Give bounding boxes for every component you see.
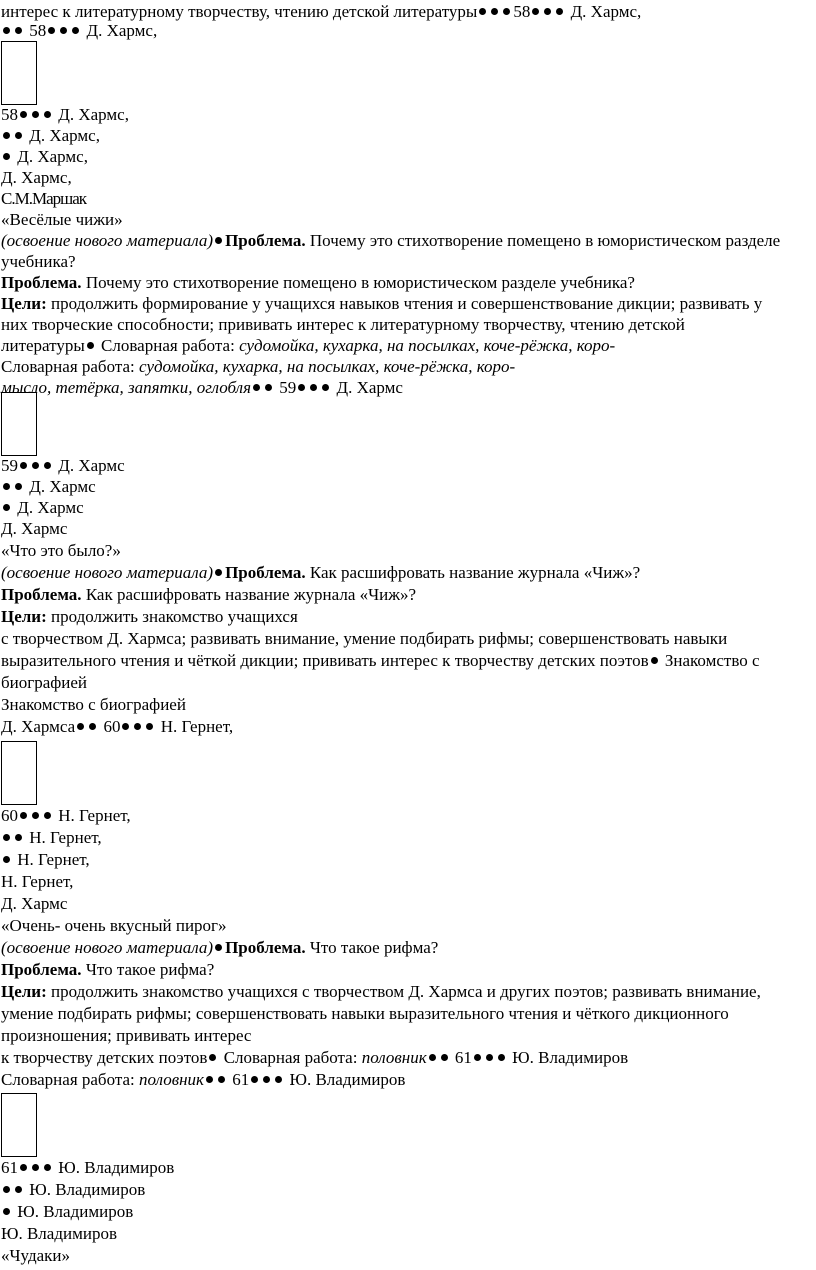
text-line: (освоение нового материала) Проблема. Что такое рифма? — [1, 938, 439, 957]
text-line: (освоение нового материала) Проблема. Как расшифровать название журнала «Чиж»? — [1, 563, 641, 582]
bullet-icon — [218, 1076, 225, 1083]
bullet-icon — [20, 1164, 27, 1171]
bullet-icon — [556, 8, 563, 15]
bullet-icon — [3, 27, 10, 34]
bullet-icon — [32, 1164, 39, 1171]
text-line: Д. Хармс, — [1, 125, 100, 147]
bullet-icon — [3, 153, 10, 160]
bullet-icon — [89, 723, 96, 730]
bullet-icon — [77, 723, 84, 730]
bullet-icon — [87, 342, 94, 349]
text-line: Д. Хармс, — [1, 146, 88, 168]
bullet-icon — [3, 834, 10, 841]
text-line: Д. Хармса 60 Н. Гернет, — [1, 717, 234, 736]
text-line: Ю. Владимиров — [1, 1201, 133, 1223]
text-line: Проблема. Как расшифровать название журнала «Чиж»? — [1, 585, 417, 604]
image-placeholder — [1, 41, 37, 105]
bullet-icon — [441, 1054, 448, 1061]
bullet-icon — [72, 27, 79, 34]
text-line: Н. Гернет, — [1, 827, 102, 849]
bullet-icon — [15, 483, 22, 490]
bullet-icon — [20, 812, 27, 819]
text-line: них творческие способности; прививать интерес к литературному творчеству, чтению детской — [1, 315, 685, 334]
bullet-icon — [15, 27, 22, 34]
text-line: 58 Д. Хармс, — [1, 20, 157, 42]
bullet-icon — [253, 384, 260, 391]
bullet-icon — [429, 1054, 436, 1061]
text-line: «Очень- очень вкусный пирог» — [1, 916, 227, 935]
bullet-icon — [544, 8, 551, 15]
bullet-icon — [298, 384, 305, 391]
image-placeholder — [1, 1093, 37, 1157]
bullet-icon — [32, 812, 39, 819]
bullet-icon — [15, 132, 22, 139]
bullet-icon — [310, 384, 317, 391]
text-line: умение подбирать рифмы; совершенствовать навыки выразительного чтения и чёткого дикционного — [1, 1004, 729, 1023]
bullet-icon — [503, 8, 510, 15]
text-line: 60 Н. Гернет, — [1, 806, 131, 825]
text-line: к творчеству детских поэтов Словарная работа: половник 61 Ю. Владимиров — [1, 1048, 629, 1067]
text-line: «Чудаки» — [1, 1246, 71, 1265]
bullet-icon — [60, 27, 67, 34]
bullet-icon — [263, 1076, 270, 1083]
text-line: Цели: продолжить формирование у учащихся навыков чтения и совершенствование дикции; развивать у — [1, 294, 763, 313]
bullet-icon — [275, 1076, 282, 1083]
text-line: 58 Д. Хармс, — [1, 105, 129, 124]
text-line: мысло, тетёрка, запятки, оглобля 59 Д. Хармс — [1, 378, 403, 397]
text-line: учебника? — [1, 252, 76, 271]
bullet-icon — [215, 944, 222, 951]
text-line: Словарная работа: половник 61 Ю. Владимиров — [1, 1070, 406, 1089]
bullet-icon — [44, 111, 51, 118]
bullet-icon — [491, 8, 498, 15]
bullet-icon — [48, 27, 55, 34]
bullet-icon — [3, 504, 10, 511]
text-line: Д. Хармс — [1, 894, 68, 913]
text-line: 59 Д. Хармс — [1, 456, 125, 475]
bullet-icon — [498, 1054, 505, 1061]
bullet-icon — [206, 1076, 213, 1083]
text-line: (освоение нового материала) Проблема. Почему это стихотворение помещено в юмористическом разделе — [1, 231, 781, 250]
bullet-icon — [651, 657, 658, 664]
bullet-icon — [122, 723, 129, 730]
image-placeholder — [1, 741, 37, 805]
text-line: Проблема. Что такое рифма? — [1, 960, 215, 979]
bullet-icon — [3, 483, 10, 490]
bullet-icon — [3, 1186, 10, 1193]
text-line: Цели: продолжить знакомство учащихся с творчеством Д. Хармса и других поэтов; развивать внимание, — [1, 982, 761, 1001]
image-placeholder — [1, 392, 37, 456]
text-line: Знакомство с биографией — [1, 695, 186, 714]
bullet-icon — [134, 723, 141, 730]
bullet-icon — [251, 1076, 258, 1083]
bullet-icon — [532, 8, 539, 15]
bullet-icon — [474, 1054, 481, 1061]
bullet-icon — [209, 1054, 216, 1061]
text-line: выразительного чтения и чёткой дикции; прививать интерес к творчеству детских поэтов Знакомство с — [1, 651, 760, 670]
text-line: Д. Хармс — [1, 497, 84, 519]
text-line: с творчеством Д. Хармса; развивать внимание, умение подбирать рифмы; совершенствовать навыки — [1, 629, 728, 648]
text-line: Проблема. Почему это стихотворение помещено в юмористическом разделе учебника? — [1, 273, 635, 292]
bullet-icon — [215, 237, 222, 244]
bullet-icon — [486, 1054, 493, 1061]
bullet-icon — [20, 111, 27, 118]
text-line: Ю. Владимиров — [1, 1224, 117, 1243]
bullet-icon — [265, 384, 272, 391]
bullet-icon — [3, 856, 10, 863]
text-line: биографией — [1, 673, 88, 692]
text-line: «Весёлые чижи» — [1, 210, 123, 229]
bullet-icon — [32, 462, 39, 469]
text-line: Д. Хармс — [1, 476, 96, 498]
bullet-icon — [15, 834, 22, 841]
text-line: литературы Словарная работа: судомойка, кухарка, на посылках, коче-рёжка, коро- — [1, 336, 616, 355]
bullet-icon — [44, 1164, 51, 1171]
text-line: Н. Гернет, — [1, 872, 74, 891]
bullet-icon — [3, 132, 10, 139]
text-line: Н. Гернет, — [1, 849, 90, 871]
text-line: С.М.Маршак — [1, 189, 87, 208]
bullet-icon — [215, 569, 222, 576]
text-line: интерес к литературному творчеству, чтению детской литературы 58 Д. Хармс, — [1, 2, 642, 21]
bullet-icon — [44, 812, 51, 819]
bullet-icon — [44, 462, 51, 469]
bullet-icon — [479, 8, 486, 15]
text-line: Цели: продолжить знакомство учащихся — [1, 607, 298, 626]
text-line: 61 Ю. Владимиров — [1, 1158, 175, 1177]
bullet-icon — [32, 111, 39, 118]
text-line: произношения; прививать интерес — [1, 1026, 252, 1045]
bullet-icon — [146, 723, 153, 730]
text-line: Д. Хармс — [1, 519, 68, 538]
bullet-icon — [3, 1208, 10, 1215]
text-line: Словарная работа: судомойка, кухарка, на посылках, коче-рёжка, коро- — [1, 357, 516, 376]
bullet-icon — [322, 384, 329, 391]
bullet-icon — [15, 1186, 22, 1193]
bullet-icon — [20, 462, 27, 469]
text-line: «Что это было?» — [1, 541, 121, 560]
text-line: Д. Хармс, — [1, 168, 72, 187]
text-line: Ю. Владимиров — [1, 1179, 145, 1201]
